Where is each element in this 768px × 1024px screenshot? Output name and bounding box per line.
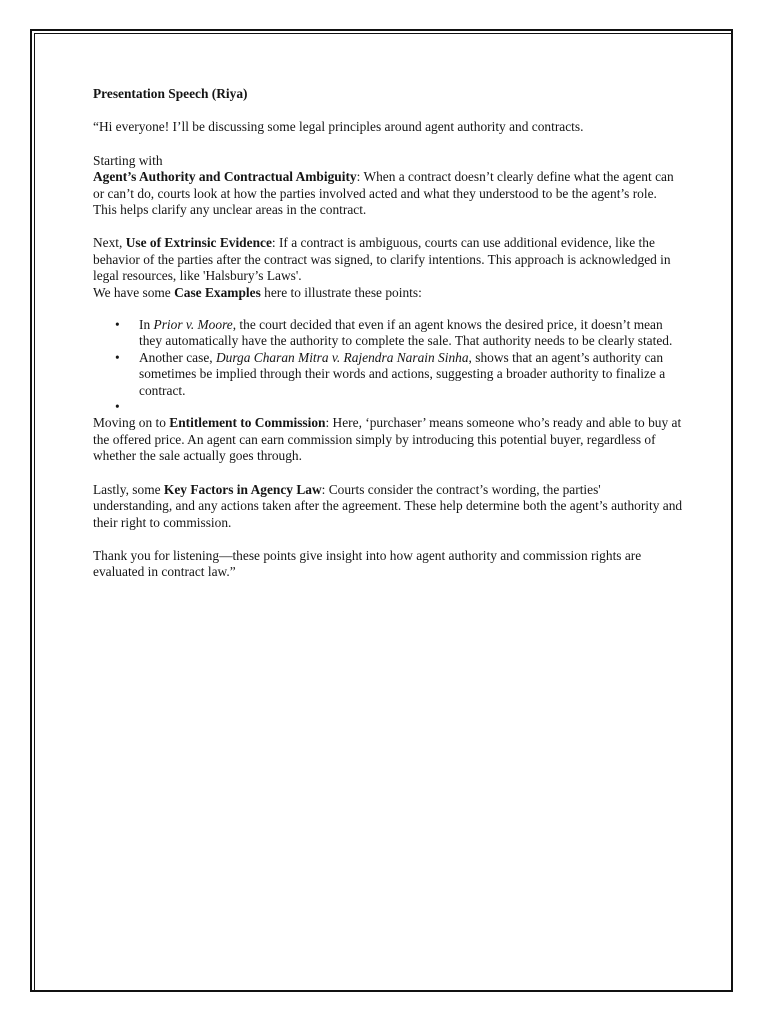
document-title: Presentation Speech (Riya): [93, 86, 248, 101]
text-key-factors: : Courts consider the contract’s wording, the parties' understanding, and any actions taken after the agreement. These help determine both the agent’s authority and their right to commission.: [93, 481, 683, 530]
bullet-icon: •: [115, 399, 120, 415]
text-case-examples: here to illustrate these points:: [260, 284, 422, 300]
heading-commission: Entitlement to Commission: [169, 415, 326, 431]
lead-case-examples: We have some: [93, 284, 175, 300]
heading-key-factors: Key Factors in Agency Law: [163, 481, 322, 497]
list-item: [93, 317, 683, 350]
case-list: [93, 317, 683, 415]
case-post: , the court decided that even if an agent knows the desired price, it doesn’t mean they automatically have the authority to complete the sale. That authority needs to be clearly stated.: [139, 317, 673, 349]
bullet-icon: •: [115, 317, 120, 333]
list-item-empty: [93, 399, 683, 415]
section-case-examples: [93, 285, 683, 301]
text-agents-authority: : When a contract doesn’t clearly define what the agent can or can’t do, courts look at how the parties involved acted and what they understood to be the agent’s role. This helps clarify any unclear areas in the contract.: [93, 169, 674, 218]
bullet-icon: •: [115, 349, 120, 365]
case-name: Durga Charan Mitra v. Rajendra Narain Sinha: [215, 349, 469, 365]
section-commission: [93, 415, 683, 464]
lead-extrinsic-evidence: Next,: [93, 235, 126, 251]
text-commission: : Here, ‘purchaser’ means someone who’s ready and able to buy at the offered price. An agent can earn commission simply by introducing this potential buyer, regardless of whether the sale actually goes through.: [93, 415, 682, 464]
section-lead-starting: Starting with: [93, 152, 163, 168]
heading-case-examples: Case Examples: [174, 284, 261, 300]
section-key-factors: [93, 482, 683, 531]
document-page: [93, 86, 683, 581]
case-pre: In: [139, 317, 154, 333]
case-name: Prior v. Moore: [153, 317, 233, 333]
lead-key-factors: Lastly, some: [93, 481, 164, 497]
text-extrinsic-evidence: : If a contract is ambiguous, courts can use additional evidence, like the behavior of the parties after the contract was signed, to clarify intentions. This approach is acknowledged in legal resources, like 'Halsbury’s Laws'.: [93, 235, 671, 284]
heading-agents-authority: Agent’s Authority and Contractual Ambiguity: [93, 169, 357, 185]
section-extrinsic-evidence: [93, 235, 683, 284]
list-item: [93, 350, 683, 399]
lead-commission: Moving on to: [93, 415, 170, 431]
case-post: , shows that an agent’s authority can sometimes be implied through their words and actions, suggesting a broader authority to finalize a contract.: [139, 349, 666, 398]
intro-paragraph: “Hi everyone! I’ll be discussing some legal principles around agent authority and contracts.: [93, 119, 584, 135]
closing-paragraph: Thank you for listening—these points give insight into how agent authority and commission rights are evaluated in contract law.”: [93, 547, 642, 580]
section-agents-authority: [93, 169, 683, 218]
case-pre: Another case,: [139, 349, 216, 365]
heading-extrinsic-evidence: Use of Extrinsic Evidence: [125, 235, 272, 251]
